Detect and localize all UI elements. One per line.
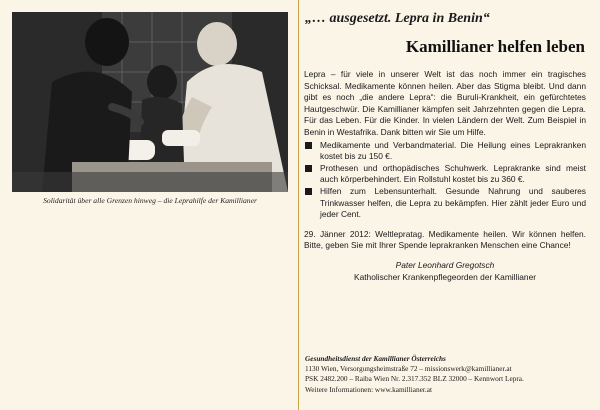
bullet-square-icon <box>305 165 312 172</box>
list-item-text: Medikamente und Verbandmaterial. Die Heilung eines Leprakranken kostet bis zu 150 €. <box>320 139 586 162</box>
article-body <box>304 69 586 283</box>
footer-address: 1130 Wien, Versorgungsheimstraße 72 – missionswerk@kamillianer.at <box>305 364 512 374</box>
footer-bank-details: PSK 2482.200 – Raiba Wien Nr. 2.317.352 BLZ 32000 – Kennwort Lepra. <box>305 374 524 384</box>
signature-name: Pater Leonhard Gregotsch <box>395 259 495 270</box>
bullet-square-icon <box>305 188 312 195</box>
list-item <box>304 140 586 163</box>
contact-footer <box>305 354 590 395</box>
article-kicker: „… ausgesetzt. Lepra in Benin“ <box>305 11 490 26</box>
bullet-square-icon <box>305 142 312 149</box>
help-list <box>304 140 586 221</box>
list-item-text: Prothesen und orthopädisches Schuhwerk. Leprakranke sind meist auch körperbehindert. Ein Rollstuhl kostet bis zu 360 €. <box>320 162 586 185</box>
right-panel <box>299 0 600 410</box>
signature-organization: Katholischer Krankenpflegeorden der Kamillianer <box>353 271 537 282</box>
list-item <box>304 186 586 221</box>
footer-more-info: Weitere Informationen: www.kamillianer.at <box>305 384 432 394</box>
list-item-text: Hilfen zum Lebensunterhalt. Gesunde Nahrung und sauberes Trinkwasser helfen, die Lepra zu bekämpfen. Hier zählt jeder Euro und jeder Cent. <box>320 185 586 220</box>
photo <box>12 12 288 192</box>
footer-organization: Gesundheitsdienst der Kamillianer Österreichs <box>305 354 446 363</box>
appeal-paragraph: 29. Jänner 2012: Weltlepratag. Medikamente heilen. Wir können helfen. Bitte, geben Sie mit Ihrer Spende leprakranken Menschen eine Chance! <box>304 228 586 251</box>
list-item <box>304 163 586 186</box>
photo-illustration <box>12 12 288 192</box>
left-panel <box>0 0 299 410</box>
photo-caption: Solidarität über alle Grenzen hinweg – die Leprahilfe der Kamillianer <box>12 194 288 208</box>
article-headline: Kamillianer helfen leben <box>405 37 585 56</box>
intro-paragraph: Lepra – für viele in unserer Welt ist das noch immer ein tragisches Schicksal. Medikamente können heilen. Aber das Stigma bleibt. Und dann gibt es noch „die andere Lepra“: die Buruli-Krankheit, ein gefürchtetes Hautgeschwür. Die Kamillianer kämpfen seit Jahrzehnten gegen die Lepra. Für das Leben. Für die Kinder. In vielen Ländern der Welt. Zum Beispiel in Benin in Westafrika. Dank bitten wir Sie um Hilfe. <box>304 69 586 137</box>
